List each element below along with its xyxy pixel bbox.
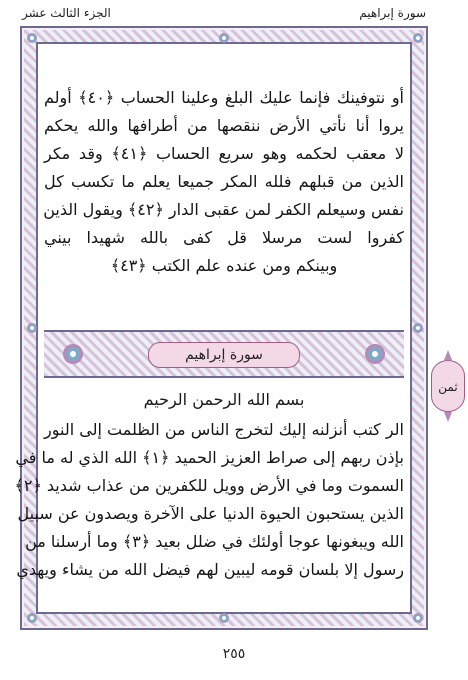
ornament-flower-icon: [27, 613, 37, 623]
surah-title: سورة إبراهيم: [148, 342, 300, 368]
verse-line: بإذن ربهم إلى صراط العزيز الحميد ﴿١﴾ الله الذي له ما في: [15, 448, 404, 467]
ornament-flower-icon: [413, 613, 423, 623]
ornament-medallion-icon: [60, 340, 86, 368]
verse-line: رسول إلا بلسان قومه ليبين لهم فيضل الله من يشاء ويهدي: [16, 560, 404, 579]
verse-line: كفروا لست مرسلا قل كفى بالله شهيدا بيني: [44, 228, 404, 247]
ornament-flower-icon: [413, 33, 423, 43]
ornament-flower-icon: [219, 33, 229, 43]
page-number: ٢٥٥: [222, 646, 246, 662]
juz-name-header: الجزء الثالث عشر: [22, 6, 111, 20]
verse-line: الذين من قبلهم فلله المكر جميعا يعلم ما تكسب كل: [44, 172, 404, 191]
ayat-block-2: [14, 416, 404, 584]
basmala: بسم الله الرحمن الرحيم: [143, 390, 305, 409]
verse-line: أو نتوفينك فإنما عليك البلغ وعلينا الحساب ﴿٤٠﴾ أولم: [44, 88, 404, 107]
verse-line: الله ويبغونها عوجا أولئك في ضلل بعيد ﴿٣﴾ وما أرسلنا من: [25, 532, 404, 551]
ornament-flower-icon: [27, 323, 37, 333]
ornament-flower-icon: [413, 323, 423, 333]
ornament-flower-icon: [27, 33, 37, 43]
verse-line: الر كتب أنزلنه إليك لتخرج الناس من الظلمت إلى النور: [44, 420, 404, 439]
verse-line: يروا أنا نأتي الأرض ننقصها من أطرافها والله يحكم: [44, 116, 404, 135]
surah-name-header: سورة إبراهيم: [359, 6, 426, 20]
verse-line: لا معقب لحكمه وهو سريع الحساب ﴿٤١﴾ وقد مكر: [44, 144, 404, 163]
verse-line: السموت وما في الأرض وويل للكفرين من عذاب شديد ﴿٢﴾: [14, 476, 404, 495]
marker-tip-icon: [444, 350, 452, 360]
ornament-flower-icon: [219, 613, 229, 623]
ayat-block-1: [44, 84, 404, 280]
verse-line: نفس وسيعلم الكفر لمن عقبى الدار ﴿٤٢﴾ ويقول الذين: [43, 200, 404, 219]
marker-tip-icon: [444, 412, 452, 422]
verse-line: الذين يستحبون الحيوة الدنيا على الآخرة ويصدون عن سبيل: [17, 504, 404, 523]
verse-line: وبينكم ومن عنده علم الكتب ﴿٤٣﴾: [110, 256, 338, 275]
ornament-medallion-icon: [362, 340, 388, 368]
hizb-quarter-marker: ثمن: [431, 360, 465, 412]
